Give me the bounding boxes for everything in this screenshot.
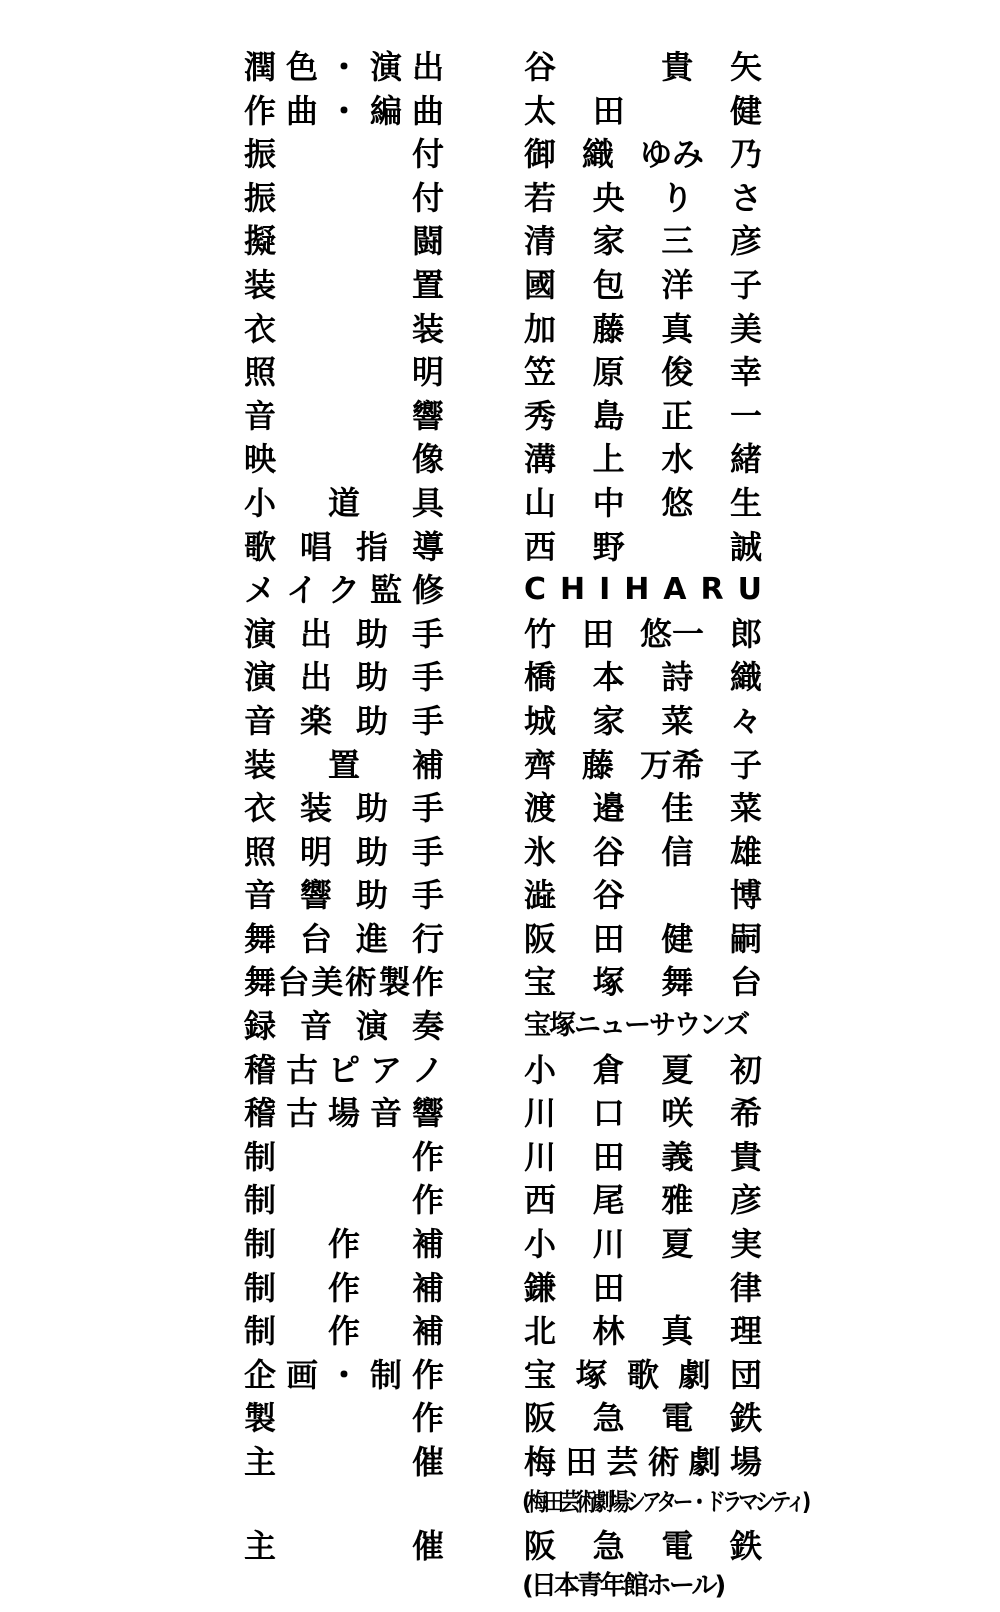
credit-row <box>244 1048 764 1092</box>
credit-row <box>244 525 764 569</box>
credit-name: 清 家 三 彦 <box>524 222 762 261</box>
credit-name: 加 藤 真 美 <box>524 309 762 348</box>
credit-name: 小 倉 夏 初 <box>524 1050 762 1089</box>
credit-name: 川 口 咲 希 <box>524 1094 762 1133</box>
credit-row <box>244 219 764 263</box>
credit-row <box>244 437 764 481</box>
credit-role: 主 催 <box>244 1526 444 1565</box>
credit-name: 宝 塚 舞 台 <box>524 963 762 1002</box>
credit-row <box>244 1178 764 1222</box>
credit-row <box>244 89 764 133</box>
credit-name: 國 包 洋 子 <box>524 265 762 304</box>
credit-role: 録 音 演 奏 <box>244 1007 444 1046</box>
credit-role: 制 作 補 <box>244 1268 444 1307</box>
credit-name: 西 野 誠 <box>524 527 762 566</box>
credit-row <box>244 263 764 307</box>
credit-name: 宝 塚 歌 劇 団 <box>524 1355 762 1394</box>
credit-name: 鎌 田 律 <box>524 1268 762 1307</box>
credit-role: 音 響 助 手 <box>244 876 444 915</box>
credit-note-row <box>244 1567 764 1607</box>
credit-name: 山 中 悠 生 <box>524 483 762 522</box>
credit-name: 橋 本 詩 織 <box>524 658 762 697</box>
credit-name: 城 家 菜 々 <box>524 701 762 740</box>
credit-role: メ イ ク 監 修 <box>244 571 444 610</box>
credit-row <box>244 1440 764 1484</box>
credit-name: 渡 邉 佳 菜 <box>524 789 762 828</box>
credit-name: 阪 田 健 嗣 <box>524 919 762 958</box>
credit-role: 稽 古 場 音 響 <box>244 1094 444 1133</box>
credit-role: 作 曲 ・ 編 曲 <box>244 91 444 130</box>
credit-name: 宝塚ニューサウンズ <box>524 1010 749 1042</box>
credit-name: C H I H A R U <box>524 572 762 608</box>
credit-row <box>244 960 764 1004</box>
credit-row <box>244 132 764 176</box>
credit-row <box>244 568 764 612</box>
credit-row <box>244 655 764 699</box>
credit-role: 擬 闘 <box>244 222 444 261</box>
credit-role: 音 楽 助 手 <box>244 701 444 740</box>
credit-name: 西 尾 雅 彦 <box>524 1181 762 1220</box>
credit-name: 北 林 真 理 <box>524 1312 762 1351</box>
credit-role: 照 明 助 手 <box>244 832 444 871</box>
credit-role: 制 作 <box>244 1137 444 1176</box>
credit-note-row <box>244 1484 807 1524</box>
credit-name: 笠 原 俊 幸 <box>524 353 762 392</box>
credit-role: 振 付 <box>244 178 444 217</box>
credit-name: 谷 貴 矢 <box>524 48 762 86</box>
credit-name: 阪 急 電 鉄 <box>524 1399 762 1438</box>
credit-row <box>244 481 764 525</box>
credit-name: 若 央 り さ <box>524 178 762 217</box>
credit-row <box>244 176 764 220</box>
credit-row <box>244 612 764 656</box>
credit-name: 竹 田 悠一 郎 <box>524 614 762 653</box>
credit-role: 制 作 補 <box>244 1225 444 1264</box>
credit-role: 装 置 <box>244 265 444 304</box>
credit-row <box>244 917 764 961</box>
credit-row <box>244 1135 764 1179</box>
credit-row <box>244 1309 764 1353</box>
credit-role: 装 置 補 <box>244 745 444 784</box>
credit-name: 川 田 義 貴 <box>524 1137 762 1176</box>
credit-row <box>244 350 764 394</box>
credit-row <box>244 1266 764 1310</box>
credit-row <box>244 830 764 874</box>
credit-name: 澁 谷 博 <box>524 876 762 915</box>
credit-row <box>244 786 764 830</box>
credit-role: 照 明 <box>244 353 444 392</box>
credit-role: 衣 装 <box>244 309 444 348</box>
credit-role: 舞 台 美 術 製 作 <box>244 963 444 1002</box>
credit-role: 演 出 助 手 <box>244 658 444 697</box>
credit-row <box>244 743 764 787</box>
credit-role: 振 付 <box>244 135 444 174</box>
credit-name: 太 田 健 <box>524 91 762 130</box>
credit-row <box>244 699 764 743</box>
credit-row <box>244 1091 764 1135</box>
credit-role: 主 催 <box>244 1443 444 1481</box>
credit-role: 制 作 <box>244 1181 444 1220</box>
credit-role: 歌 唱 指 導 <box>244 527 444 566</box>
credit-role: 演 出 助 手 <box>244 614 444 653</box>
credit-role: 映 像 <box>244 440 444 479</box>
credit-role: 舞 台 進 行 <box>244 919 444 958</box>
credit-name: 秀 島 正 一 <box>524 396 762 435</box>
credit-name: 齊 藤 万希 子 <box>524 745 762 784</box>
credit-row <box>244 45 764 89</box>
credit-row <box>244 873 764 917</box>
credit-row <box>244 1396 764 1440</box>
credit-role: 潤 色 ・ 演 出 <box>244 48 444 86</box>
credit-row <box>244 1004 764 1048</box>
credit-name: 氷 谷 信 雄 <box>524 832 762 871</box>
credit-role: 制 作 補 <box>244 1312 444 1351</box>
credit-row <box>244 1353 764 1397</box>
credit-row <box>244 394 764 438</box>
credit-name: 阪 急 電 鉄 <box>524 1526 762 1565</box>
credit-name: 御 織 ゆみ 乃 <box>524 135 762 174</box>
credit-role: 衣 装 助 手 <box>244 789 444 828</box>
credit-name: 梅 田 芸 術 劇 場 <box>524 1443 762 1481</box>
credit-role: 企 画 ・ 制 作 <box>244 1355 444 1394</box>
credit-role: 稽 古 ピ ア ノ <box>244 1050 444 1089</box>
credit-note: (梅田芸術劇場シアター・ドラマシティ) <box>522 1487 807 1516</box>
credit-name: 溝 上 水 緒 <box>524 440 762 479</box>
credit-row <box>244 307 764 351</box>
credit-note: (日本青年館ホール) <box>522 1571 724 1602</box>
credit-row <box>244 1524 764 1568</box>
credits-list <box>244 45 807 1607</box>
credit-role: 製 作 <box>244 1399 444 1438</box>
credit-row <box>244 1222 764 1266</box>
credit-role: 音 響 <box>244 396 444 435</box>
credit-name: 小 川 夏 実 <box>524 1225 762 1264</box>
credit-role: 小 道 具 <box>244 483 444 522</box>
